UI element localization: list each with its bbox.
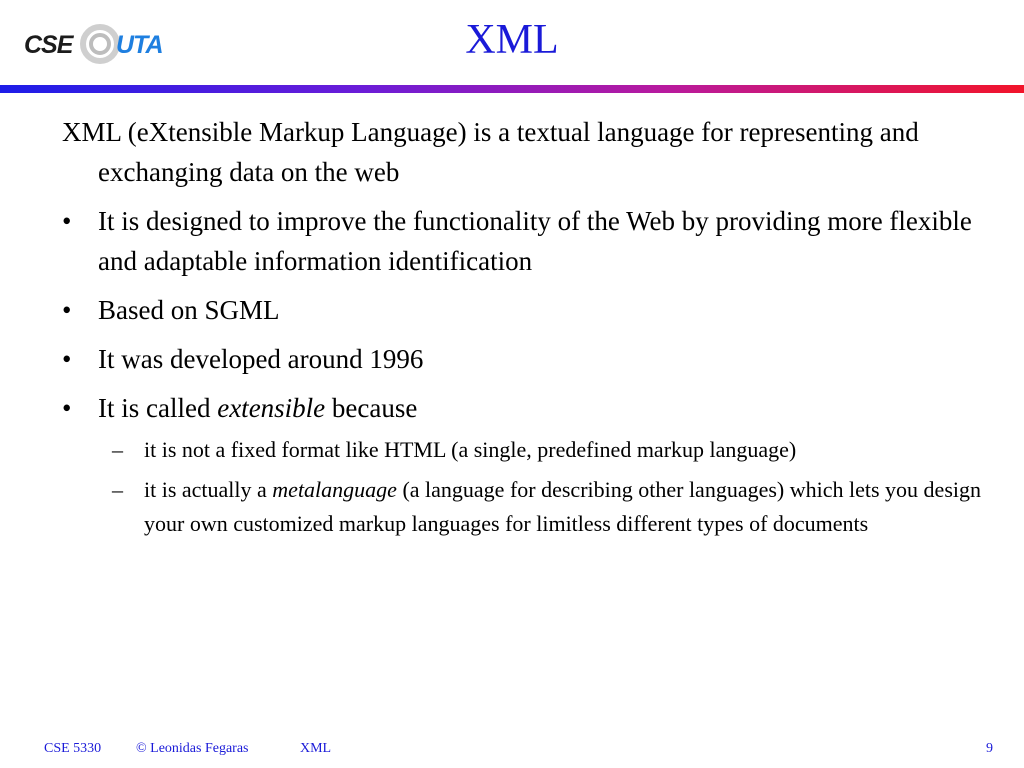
bullet-marker: • <box>62 206 72 236</box>
footer-page-number: 9 <box>986 741 993 756</box>
footer-course: CSE 5330 <box>44 741 102 756</box>
sub-item <box>62 433 1002 467</box>
bullet-marker: • <box>62 344 72 374</box>
slide-title: XML <box>465 17 559 63</box>
bullet-marker: • <box>62 295 72 325</box>
sub-item <box>62 473 1002 541</box>
bullet-item <box>62 290 1002 330</box>
bullet-item <box>62 339 1002 379</box>
bullet-item <box>62 201 1002 281</box>
sub-list <box>62 433 1002 541</box>
logo-text-right: UTA <box>116 31 163 59</box>
bullet-item <box>62 388 1002 428</box>
bullet-text: Based on SGML <box>98 295 280 325</box>
bullet-text-emphasis: extensible <box>217 393 326 423</box>
sub-text: it is not a fixed format like HTML (a single, predefined markup language) <box>144 437 797 462</box>
bullet-marker: • <box>62 393 72 423</box>
sub-text-emphasis: metalanguage <box>272 477 397 502</box>
bullet-text: It was developed around 1996 <box>98 344 424 374</box>
title-divider <box>0 85 1024 93</box>
sub-text-after: (a language for describing other languages) which lets you design your own customized markup languages for limitless different types of documents <box>144 477 981 536</box>
footer-author: © Leonidas Fegaras <box>136 741 249 756</box>
sub-marker: – <box>112 437 123 462</box>
bullet-text-after: because <box>325 393 418 423</box>
intro-paragraph: XML (eXtensible Markup Language) is a textual language for representing and exchanging data on the web <box>62 117 919 187</box>
footer-topic: XML <box>300 741 332 756</box>
logo-text-left: CSE <box>24 31 73 59</box>
bullet-text: It is designed to improve the functionality of the Web by providing more flexible and adaptable information identification <box>98 206 972 276</box>
bullet-text-before: It is called <box>98 393 218 423</box>
slide-body <box>62 112 1002 547</box>
sub-text-before: it is actually a <box>144 477 273 502</box>
sub-marker: – <box>112 477 123 502</box>
